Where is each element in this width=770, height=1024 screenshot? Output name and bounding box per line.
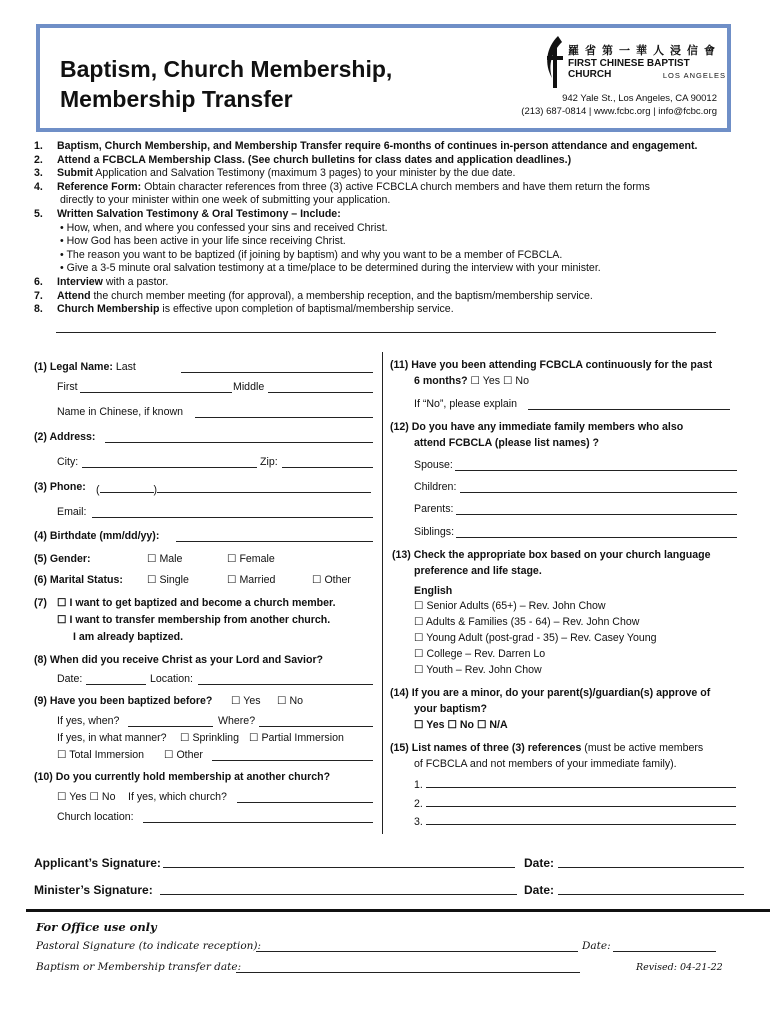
requirement-item	[34, 303, 734, 317]
zip-label: Zip:	[260, 456, 278, 468]
requirement-text: • How, when, and where you confessed your sins and received Christ.	[60, 221, 388, 234]
applicant-signature-field[interactable]	[163, 856, 515, 871]
cross-flame-icon	[540, 34, 568, 92]
requirement-text: Attend the church member meeting (for approval), a membership reception, and the baptism/membership service.	[57, 289, 593, 302]
siblings-field[interactable]	[456, 526, 737, 541]
requirement-item	[34, 208, 734, 222]
receive-date-field[interactable]	[86, 673, 146, 688]
baptized-before-label: (9) Have you been baptized before?	[34, 695, 213, 707]
requirement-number: 1.	[34, 140, 43, 152]
attending-label: (11) Have you been attending FCBCLA continuously for the past	[390, 359, 713, 371]
explain-field[interactable]	[528, 398, 730, 413]
pastoral-date-field[interactable]	[613, 940, 716, 955]
baptized-yes-checkbox[interactable]: ☐ Yes	[231, 695, 261, 707]
senior-adults-checkbox[interactable]: ☐ Senior Adults (65+) – Rev. John Chow	[414, 600, 606, 612]
baptized-no-checkbox[interactable]: ☐ No	[277, 695, 303, 707]
baptized-when-field[interactable]	[128, 715, 213, 730]
references-label: (15) List names of three (3) references (must be active members	[390, 742, 704, 754]
receive-location-field[interactable]	[198, 673, 373, 688]
reference-3[interactable]: 3.	[414, 813, 736, 828]
baptized-where-field[interactable]	[259, 715, 373, 730]
baptize-checkbox[interactable]: ☐ I want to get baptized and become a church member.	[57, 597, 336, 609]
phone-field[interactable]: ( )	[96, 481, 371, 496]
phone-label: (3) Phone:	[34, 481, 86, 493]
children-label: Children:	[414, 481, 457, 493]
pastoral-date-label: Date:	[582, 940, 611, 952]
requirement-text: Submit Application and Salvation Testimony (maximum 3 pages) to your minister by the due date.	[57, 167, 516, 180]
church-location-field[interactable]	[143, 811, 373, 826]
header-box	[36, 24, 731, 132]
page-title	[60, 54, 392, 114]
marital-status-label: (6) Marital Status:	[34, 574, 123, 586]
already-baptized-text: I am already baptized.	[73, 631, 184, 643]
requirement-number: 3.	[34, 167, 43, 180]
applicant-date-label: Date:	[524, 856, 555, 870]
english-heading: English	[414, 585, 453, 597]
marital-single-checkbox[interactable]: ☐ Single	[147, 574, 189, 586]
which-church-label: If yes, which church?	[128, 791, 227, 803]
applicant-signature-label: Applicant’s Signature:	[34, 856, 161, 870]
church-logo	[540, 34, 730, 94]
youth-checkbox[interactable]: ☐ Youth – Rev. John Chow	[414, 664, 542, 676]
requirement-text: Attend a FCBCLA Membership Class. (See church bulletins for class dates and application deadlines.)	[57, 153, 572, 166]
baptized-where-label: Where?	[218, 715, 256, 727]
requirement-item	[34, 167, 734, 181]
minister-signature-label: Minister’s Signature:	[34, 883, 153, 897]
legal-name-label: (1) Legal Name: Last	[34, 361, 136, 373]
receive-date-label: Date:	[57, 673, 83, 685]
address-label: (2) Address:	[34, 431, 96, 443]
transfer-checkbox[interactable]: ☐ I want to transfer membership from another church.	[57, 614, 331, 626]
applicant-date-field[interactable]	[558, 856, 744, 871]
attending-checkboxes[interactable]: ☐ Yes ☐ No	[470, 375, 529, 387]
baptized-when-label: If yes, when?	[57, 715, 120, 727]
title-line-2: Membership Transfer	[60, 86, 293, 112]
email-field[interactable]	[92, 506, 373, 521]
requirement-text: Interview with a pastor.	[57, 275, 169, 288]
life-stage-label: (13) Check the appropriate box based on your church language	[392, 549, 711, 561]
college-checkbox[interactable]: ☐ College – Rev. Darren Lo	[414, 648, 546, 660]
requirement-number: 4.	[34, 180, 43, 193]
family-label: (12) Do you have any immediate family members who also	[390, 421, 684, 433]
chinese-name-label: Name in Chinese, if known	[57, 406, 184, 418]
requirement-text: directly to your minister within one week of submitting your application.	[60, 194, 391, 207]
life-stage-label-2: preference and life stage.	[414, 565, 542, 577]
last-name-field[interactable]	[181, 361, 373, 376]
requirement-number: 2.	[34, 153, 43, 166]
address-field[interactable]	[105, 431, 373, 446]
church-contact	[521, 92, 717, 118]
requirement-text: Church Membership is effective upon completion of baptismal/membership service.	[57, 303, 454, 316]
requirement-item	[34, 262, 734, 276]
minister-date-label: Date:	[524, 883, 555, 897]
office-divider	[26, 909, 770, 912]
minor-approval-checkboxes[interactable]: ☐ Yes ☐ No ☐ N/A	[414, 719, 508, 731]
church-city: LOS ANGELES	[662, 71, 726, 80]
church-phone-web: (213) 687-0814 | www.fcbc.org | info@fcbc.org	[521, 106, 717, 117]
minister-date-field[interactable]	[558, 883, 744, 898]
requirement-text: Reference Form: Obtain character references from three (3) active FCBCLA church members and have them return the forms	[57, 180, 650, 193]
birthdate-field[interactable]	[176, 530, 373, 545]
requirement-text: Baptism, Church Membership, and Membership Transfer require 6-months of continues in-person attendance and engagement.	[57, 140, 698, 152]
partial-immersion-checkbox[interactable]: ☐ Partial Immersion	[249, 732, 344, 744]
city-label: City:	[57, 456, 79, 468]
transfer-date-field[interactable]	[236, 961, 580, 976]
gender-female-checkbox[interactable]: ☐ Female	[227, 553, 275, 565]
parents-field[interactable]	[456, 503, 737, 518]
middle-name-field[interactable]	[268, 381, 373, 396]
requirements-list	[34, 140, 734, 317]
requirement-number: 8.	[34, 303, 43, 316]
reference-2[interactable]: 2.	[414, 795, 736, 810]
requirement-item	[34, 276, 734, 290]
minister-signature-field[interactable]	[160, 883, 517, 898]
young-adult-checkbox[interactable]: ☐ Young Adult (post-grad - 35) – Rev. Casey Young	[414, 632, 657, 644]
title-line-1: Baptism, Church Membership,	[60, 56, 393, 82]
children-field[interactable]	[460, 481, 737, 496]
first-name-label: First	[57, 381, 78, 393]
pastoral-signature-field[interactable]	[256, 940, 578, 955]
explain-label: If “No”, please explain	[414, 398, 518, 410]
church-chinese-name: 羅省第一華人浸信會	[568, 45, 721, 57]
requirement-item	[34, 249, 734, 263]
requirement-item	[34, 194, 734, 208]
q7-label: (7)	[34, 597, 47, 609]
family-label-2: attend FCBCLA (please list names) ?	[414, 437, 600, 449]
manner-other-field[interactable]	[212, 749, 373, 764]
receive-location-label: Location:	[150, 673, 193, 685]
chinese-name-field[interactable]	[195, 406, 373, 421]
sprinkling-checkbox[interactable]: ☐ Sprinkling	[180, 732, 239, 744]
reference-1[interactable]: 1.	[414, 776, 736, 791]
birthdate-label: (4) Birthdate (mm/dd/yy):	[34, 530, 160, 542]
column-divider	[382, 352, 383, 834]
spouse-field[interactable]	[455, 459, 737, 474]
requirement-text: Written Salvation Testimony & Oral Testimony – Include:	[57, 207, 341, 220]
manner-other-checkbox[interactable]: ☐ Other	[164, 749, 203, 761]
church-name: FIRST CHINESE BAPTIST CHURCH	[568, 58, 690, 80]
requirement-item	[34, 222, 734, 236]
total-immersion-checkbox[interactable]: ☐ Total Immersion	[57, 749, 145, 761]
transfer-date-label: Baptism or Membership transfer date:	[36, 961, 242, 973]
minor-approval-label: (14) If you are a minor, do your parent(s)/guardian(s) approve of	[390, 687, 711, 699]
other-membership-yesno[interactable]: ☐ Yes ☐ No	[57, 791, 116, 803]
requirement-item	[34, 154, 734, 168]
baptism-manner-label: If yes, in what manner?	[57, 732, 167, 744]
adults-families-checkbox[interactable]: ☐ Adults & Families (35 - 64) – Rev. John Chow	[414, 616, 640, 628]
marital-other-checkbox[interactable]: ☐ Other	[312, 574, 351, 586]
requirement-item	[34, 290, 734, 304]
requirement-item	[34, 181, 734, 195]
requirement-text: • The reason you want to be baptized (if joining by baptism) and why you want to be a member of FCBCLA.	[60, 248, 563, 261]
requirement-number: 7.	[34, 289, 43, 302]
gender-male-checkbox[interactable]: ☐ Male	[147, 553, 183, 565]
requirement-item	[34, 235, 734, 249]
church-location-label: Church location:	[57, 811, 134, 823]
other-membership-label: (10) Do you currently hold membership at another church?	[34, 771, 331, 783]
divider	[56, 332, 716, 333]
office-heading: For Office use only	[36, 920, 157, 934]
references-note: of FCBCLA and not members of your immediate family).	[414, 758, 677, 770]
which-church-field[interactable]	[237, 791, 373, 806]
requirement-number: 5.	[34, 207, 43, 220]
marital-married-checkbox[interactable]: ☐ Married	[227, 574, 276, 586]
middle-name-label: Middle	[233, 381, 265, 393]
spouse-label: Spouse:	[414, 459, 453, 471]
parents-label: Parents:	[414, 503, 454, 515]
requirement-text: • How God has been active in your life since receiving Christ.	[60, 235, 346, 248]
requirement-item	[34, 140, 734, 154]
gender-label: (5) Gender:	[34, 553, 91, 565]
minor-approval-label-2: your baptism?	[414, 703, 487, 715]
email-label: Email:	[57, 506, 87, 518]
requirement-text: • Give a 3-5 minute oral salvation testimony at a time/place to be determined during the interview with your minister.	[60, 262, 601, 275]
city-field[interactable]	[82, 456, 257, 471]
first-name-field[interactable]	[80, 381, 232, 396]
siblings-label: Siblings:	[414, 526, 455, 538]
revised-date: Revised: 04-21-22	[636, 962, 723, 973]
zip-field[interactable]	[282, 456, 373, 471]
receive-christ-label: (8) When did you receive Christ as your Lord and Savior?	[34, 654, 324, 666]
requirement-number: 6.	[34, 275, 43, 288]
church-address: 942 Yale St., Los Angeles, CA 90012	[562, 93, 717, 104]
attending-label-2: 6 months? ☐ Yes ☐ No	[414, 375, 529, 387]
pastoral-signature-label: Pastoral Signature (to indicate reception):	[36, 940, 262, 952]
